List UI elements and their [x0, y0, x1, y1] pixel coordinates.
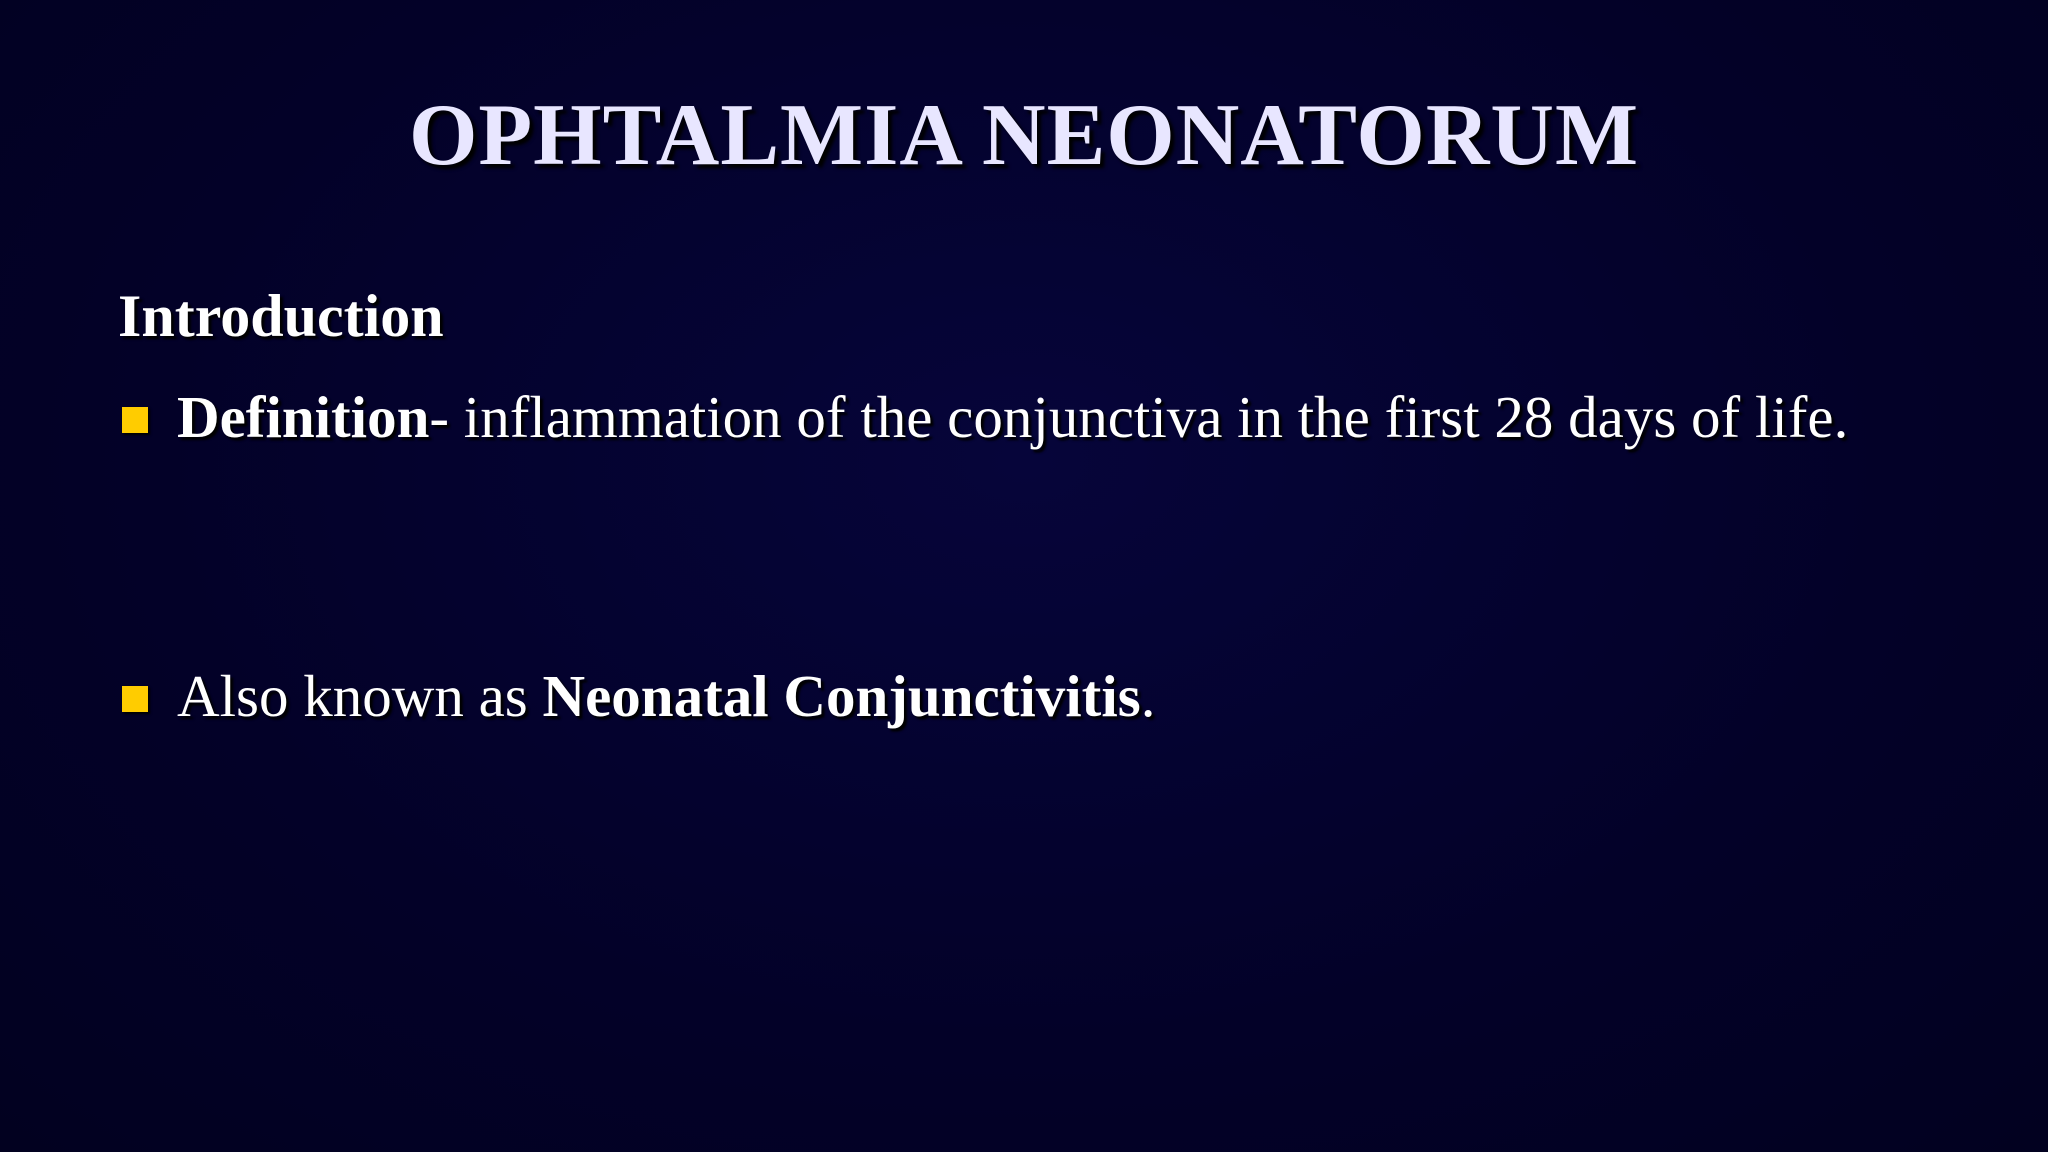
- square-bullet-icon: [122, 407, 148, 433]
- bold-term: Neonatal Conjunctivitis: [542, 663, 1141, 729]
- bullet-text: [177, 656, 1917, 736]
- definition-text: - inflammation of the conjunctiva in the first 28 days of life.: [429, 384, 1849, 450]
- section-heading: Introduction: [118, 283, 444, 349]
- text-after: .: [1140, 663, 1156, 729]
- square-bullet-icon: [122, 686, 148, 712]
- text-before: Also known as: [177, 663, 543, 729]
- bullet-text: [177, 377, 1917, 457]
- slide-title: OPHTALMIA NEONATORUM: [408, 87, 1640, 184]
- bold-term: Definition: [177, 384, 430, 450]
